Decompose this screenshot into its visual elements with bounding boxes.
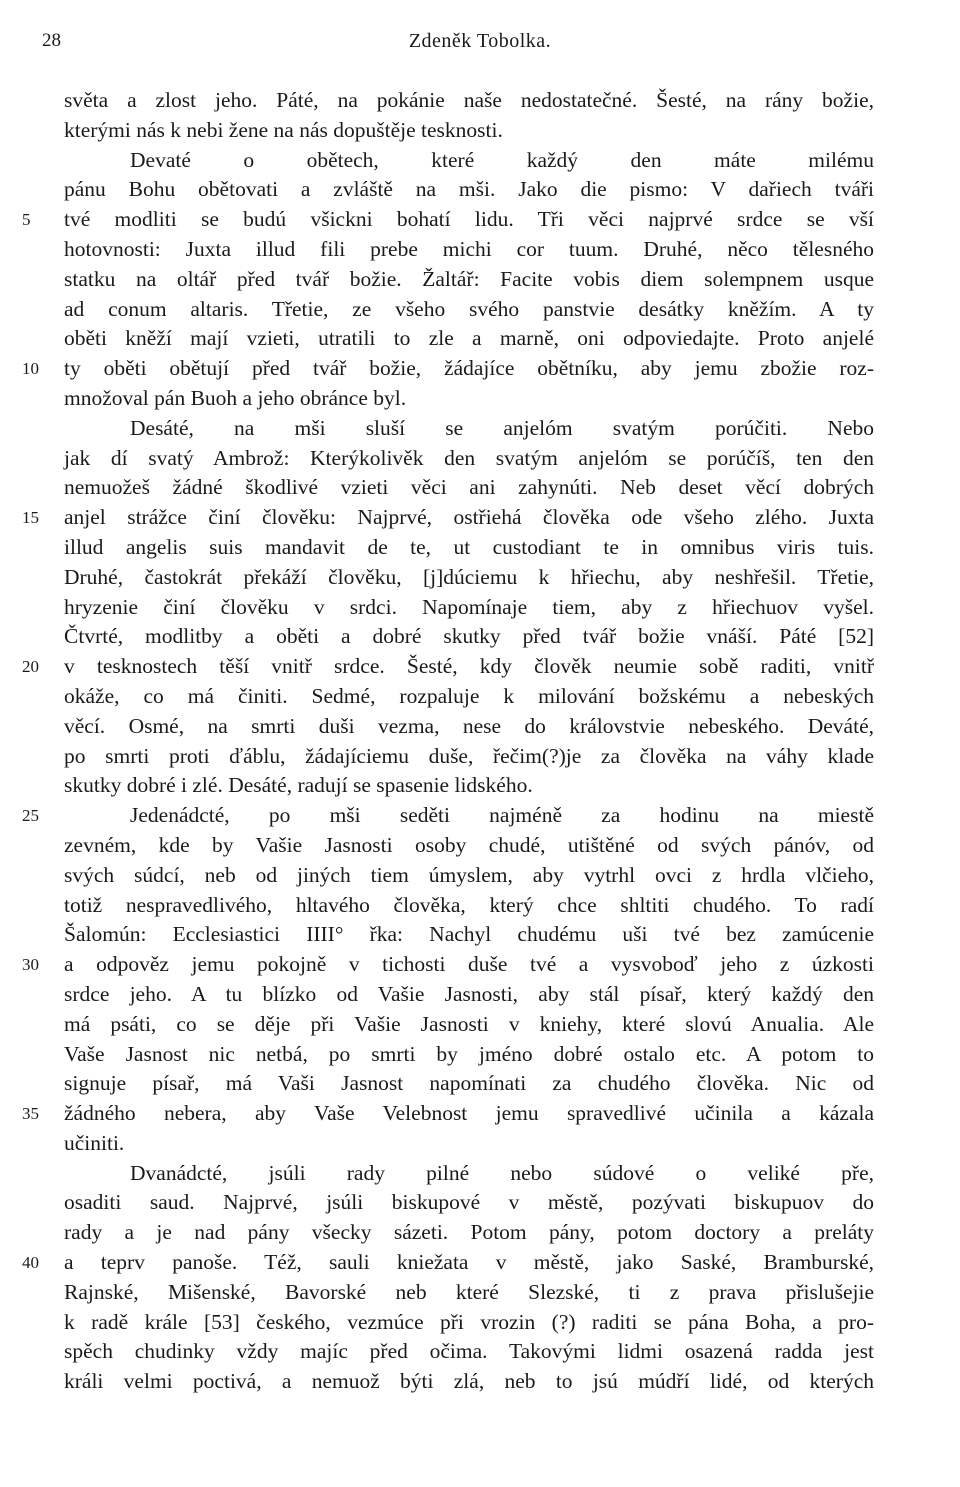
text-line: [0, 712, 960, 742]
text-line: [0, 473, 960, 503]
line-text: Rajnské, Mišenské, Bavorské neb které Slezské, ti z prava přislušejie: [64, 1279, 874, 1304]
text-line: [0, 1218, 960, 1248]
line-number: 30: [22, 955, 39, 975]
text-line: [0, 503, 960, 533]
line-number: 15: [22, 508, 39, 528]
line-text: okáže, co má činiti. Sedmé, rozpaluje k milování božskému a nebeských: [64, 683, 874, 708]
text-line: [0, 1337, 960, 1367]
text-line: [0, 771, 960, 801]
line-text: k radě krále [53] českého, vezmúce při vrozin (?) raditi se pána Boha, a pro-: [64, 1309, 874, 1334]
text-line: [0, 1308, 960, 1338]
line-text: množoval pán Buoh a jeho obránce byl.: [64, 385, 407, 410]
line-number: 25: [22, 806, 39, 826]
text-line: [0, 801, 960, 831]
text-line: [0, 1099, 960, 1129]
line-text: hotovnosti: Juxta illud fili prebe michi cor tuum. Druhé, něco tělesného: [64, 236, 874, 261]
line-text: Jedenádcté, po mši seděti najméně za hodinu na miestě: [130, 803, 874, 828]
text-line: [0, 1129, 960, 1159]
line-text: osaditi saud. Najprvé, jsúli biskupové v městě, pozývati biskupuov do: [64, 1190, 874, 1215]
text-line: [0, 414, 960, 444]
text-line: [0, 1188, 960, 1218]
text-line: [0, 235, 960, 265]
line-number: 40: [22, 1253, 39, 1273]
text-line: [0, 295, 960, 325]
page-header: [0, 30, 960, 60]
line-text: ad conum altaris. Třetie, ze všeho svého panstvie desátky kněžím. A ty: [64, 296, 874, 321]
text-line: [0, 593, 960, 623]
line-text: Dvanádcté, jsúli rady pilné nebo súdové o veliké pře,: [130, 1160, 874, 1185]
text-line: [0, 384, 960, 414]
line-text: učiniti.: [64, 1130, 125, 1155]
line-text: spěch chudinky vždy majíc před očima. Takovými lidmi osazená radda jest: [64, 1339, 874, 1364]
text-line: [0, 86, 960, 116]
line-text: ty oběti obětují před tvář božie, žádajíce obětníku, aby jemu zbožie roz-: [64, 356, 874, 381]
text-line: [0, 444, 960, 474]
line-text: Šalomún: Ecclesiastici IIII° řka: Nachyl chudému uši tvé bez zamúcenie: [64, 922, 874, 947]
line-text: Druhé, častokrát překáží člověku, [j]dúciemu k hřiechu, aby neshřešil. Třetie,: [64, 564, 874, 589]
line-text: kterými nás k nebi žene na nás dopuštěje tesknosti.: [64, 117, 503, 142]
line-text: tvé modliti se budú všickni bohatí lidu. Tři věci najprvé srdce se vší: [64, 207, 874, 232]
text-line: [0, 175, 960, 205]
body-text: [0, 86, 960, 1397]
line-text: žádného nebera, aby Vaše Velebnost jemu spravedlivé učinila a kázala: [64, 1101, 874, 1126]
line-text: Čtvrté, modlitby a oběti a dobré skutky před tvář božie vnáší. Páté [52]: [64, 624, 874, 649]
line-text: srdce jeho. A tu blízko od Vašie Jasnosti, aby stál písař, který každý den: [64, 981, 874, 1006]
text-line: [0, 563, 960, 593]
line-text: anjel strážce činí člověku: Najprvé, ostřiehá člověka ode všeho zlého. Juxta: [64, 505, 874, 530]
line-text: skutky dobré i zlé. Desáté, radují se spasenie lidského.: [64, 773, 533, 798]
text-line: [0, 742, 960, 772]
text-line: [0, 116, 960, 146]
line-text: po smrti proti ďáblu, žádajíciemu duše, řečim(?)je za člověka na váhy klade: [64, 743, 874, 768]
line-text: Vaše Jasnost nic netbá, po smrti by jméno dobré ostalo etc. A potom to: [64, 1041, 874, 1066]
line-text: totiž nespravedlivého, hltavého člověka, který chce shltiti chudého. To radí: [64, 892, 874, 917]
line-text: jak dí svatý Ambrož: Kterýkolivěk den svatým anjelóm se porúčíš, ten den: [64, 445, 874, 470]
line-text: Devaté o obětech, které každý den máte milému: [130, 147, 874, 172]
text-line: [0, 622, 960, 652]
text-line: [0, 1069, 960, 1099]
text-line: [0, 324, 960, 354]
line-text: a teprv panoše. Též, sauli kniežata v městě, jako Saské, Bramburské,: [64, 1250, 874, 1275]
line-number: 20: [22, 657, 39, 677]
text-line: [0, 1010, 960, 1040]
text-line: [0, 831, 960, 861]
text-line: [0, 533, 960, 563]
line-text: Desáté, na mši sluší se anjelóm svatým porúčiti. Nebo: [130, 415, 874, 440]
line-text: rady a je nad pány všecky sázeti. Potom pány, potom doctory a preláty: [64, 1220, 874, 1245]
text-line: [0, 950, 960, 980]
text-line: [0, 891, 960, 921]
text-line: [0, 146, 960, 176]
line-text: signuje písař, má Vaši Jasnost napomínati za chudého člověka. Nic od: [64, 1071, 874, 1096]
line-text: oběti kněží mají vzieti, utratili to zle a marně, oni odpoviedajte. Proto anjelé: [64, 326, 874, 351]
line-text: v tesknostech těší vnitř srdce. Šesté, kdy člověk neumie sobě raditi, vnitř: [64, 654, 874, 679]
text-line: [0, 354, 960, 384]
line-text: věcí. Osmé, na smrti duši vezma, nese do královstvie nebeského. Deváté,: [64, 713, 874, 738]
text-line: [0, 920, 960, 950]
line-text: králi velmi poctivá, a nemuož býti zlá, neb to jsú múdří lidé, od kterých: [64, 1369, 874, 1394]
text-line: [0, 1278, 960, 1308]
text-line: [0, 1367, 960, 1397]
line-text: pánu Bohu obětovati a zvláště na mši. Jako die pismo: V dařiech tváři: [64, 177, 874, 202]
line-text: zevném, kde by Vašie Jasnosti osoby chudé, utištěné od svých pánóv, od: [64, 832, 874, 857]
page-number: 28: [42, 30, 61, 51]
line-text: nemuožeš žádné škodlivé vzieti věci ani zahynúti. Neb deset věcí dobrých: [64, 475, 874, 500]
line-number: 10: [22, 359, 39, 379]
text-line: [0, 682, 960, 712]
line-text: světa a zlost jeho. Páté, na pokánie naše nedostatečné. Šesté, na rány božie,: [64, 88, 874, 112]
line-text: má psáti, co se děje při Vašie Jasnosti v kniehy, které slovú Anualia. Ale: [64, 1011, 874, 1036]
text-line: [0, 1040, 960, 1070]
line-text: svých súdcí, neb od jiných tiem úmyslem, aby vytrhl ovci z hrdla vlčieho,: [64, 862, 874, 887]
text-line: [0, 1248, 960, 1278]
line-text: illud angelis suis mandavit de te, ut custodiant te in omnibus viris tuis.: [64, 534, 874, 559]
text-line: [0, 205, 960, 235]
text-line: [0, 652, 960, 682]
running-head: Zdeněk Tobolka.: [408, 30, 552, 52]
line-text: a odpověz jemu pokojně v tichosti duše tvé a vysvoboď jeho z úzkosti: [64, 952, 874, 977]
text-line: [0, 1159, 960, 1189]
line-number: 5: [22, 210, 31, 230]
line-text: hryzenie činí člověku v srdci. Napomínaje tiem, aby z hřiechuov vyšel.: [64, 594, 874, 619]
text-line: [0, 980, 960, 1010]
line-number: 35: [22, 1104, 39, 1124]
line-text: statku na oltář před tvář božie. Žaltář: Facite vobis diem solempnem usque: [64, 266, 874, 291]
text-line: [0, 265, 960, 295]
text-line: [0, 861, 960, 891]
